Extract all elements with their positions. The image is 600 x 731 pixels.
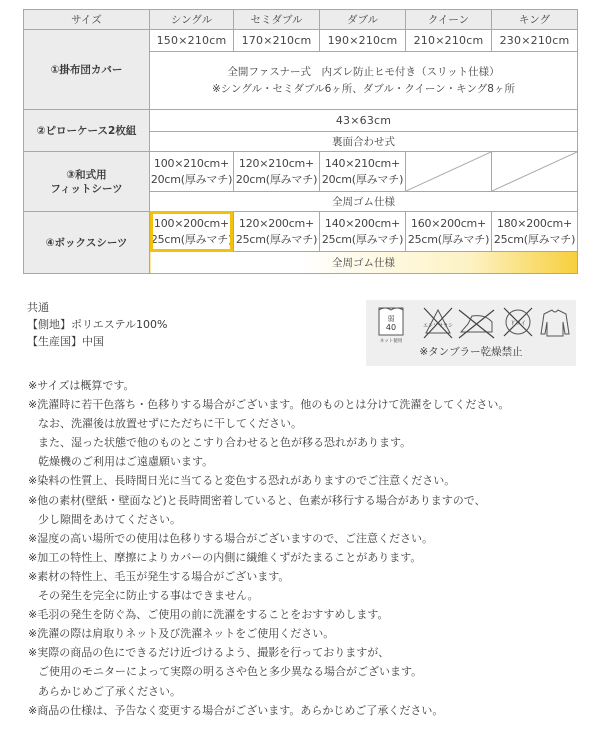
comforter-size-single: 150×210cm [150, 30, 234, 52]
box-size-king-main: 180×200cm+ [496, 216, 573, 230]
wash-40-net-icon [379, 308, 403, 344]
box-size-single-main: 100×200cm+ [153, 216, 230, 230]
box-size-queen-main: 160×200cm+ [410, 216, 487, 230]
box-size-king-gusset: 25cm(厚みマチ) [493, 232, 576, 246]
box-note: 全周ゴム仕様 [150, 252, 578, 274]
box-size-single [150, 212, 234, 252]
fitted-size-row [24, 152, 578, 192]
note-item: ※毛羽の発生を防ぐ為、ご使用の前に洗濯をすることをおすすめします。 [28, 608, 389, 622]
fitted-size-king-na [492, 152, 578, 192]
pillowcase-size-row [24, 110, 578, 132]
comforter-note-line1: 全開ファスナー式 内ズレ防止ヒモ付き（スリット仕様） [227, 65, 500, 78]
bleach-label-text: エンソサラシ [422, 323, 454, 329]
note-item: その発生を完全に防止する事はできません。 [38, 589, 259, 603]
fitted-size-single-main: 100×210cm+ [153, 156, 230, 170]
fitted-note: 全周ゴム仕様 [150, 192, 578, 212]
pillowcase-size: 43×63cm [150, 110, 578, 132]
highlight-frame [150, 211, 233, 252]
header-row [24, 10, 578, 30]
note-item: 乾燥機のご利用はご遠慮願います。 [38, 455, 214, 469]
fitted-size-single-gusset: 20cm(厚みマチ) [150, 172, 233, 186]
header-king: キング [492, 10, 578, 30]
diagonal-slash-icon [492, 152, 577, 191]
box-size-king [492, 212, 578, 252]
note-item: ※商品の仕様は、予告なく変更する場合がございます。あらかじめご了承ください。 [28, 703, 444, 717]
wash-temp-text: 40 [385, 323, 397, 332]
fitted-size-queen-na [406, 152, 492, 192]
note-item: また、湿った状態で他のものとこすり合わせると色が移る恐れがあります。 [38, 436, 412, 450]
pillowcase-label: ②ピローケース2枚組 [24, 110, 150, 152]
note-item: なお、洗濯後は放置せずにただちに干してください。 [38, 417, 302, 431]
comforter-size-row [24, 30, 578, 52]
fitted-label [24, 152, 150, 212]
tumble-dry-prohibited-text: ※タンブラー乾燥禁止 [419, 346, 523, 358]
fitted-size-single [150, 152, 234, 192]
common-title: 共通 [27, 301, 49, 314]
box-size-semi-double [234, 212, 320, 252]
note-item: 少し隙間をあけてください。 [38, 512, 181, 526]
note-item: ※湿度の高い場所での使用は色移りする場合がございますので、ご注意ください。 [28, 531, 433, 545]
box-size-semi-double-main: 120×200cm+ [238, 216, 315, 230]
header-semi-double: セミダブル [234, 10, 320, 30]
box-label: ④ボックスシーツ [24, 212, 150, 274]
comforter-size-double: 190×210cm [320, 30, 406, 52]
no-dry-clean-icon [504, 308, 532, 336]
note-item: ※素材の特性上、毛玉が発生する場合がございます。 [28, 569, 290, 583]
wash-weak-text: 弱 [387, 315, 395, 323]
care-icons [366, 300, 576, 344]
fitted-label-line2: フィットシーツ [50, 182, 123, 195]
common-info [27, 299, 167, 350]
box-size-queen [406, 212, 492, 252]
comforter-size-king: 230×210cm [492, 30, 578, 52]
header-queen: クイーン [406, 10, 492, 30]
no-bleach-icon [423, 308, 453, 338]
header-single: シングル [150, 10, 234, 30]
no-iron-icon [459, 310, 494, 338]
origin-text: 【生産国】中国 [27, 335, 104, 348]
comforter-note [150, 52, 578, 110]
care-symbols-panel [366, 300, 576, 366]
fitted-size-semi-double-gusset: 20cm(厚みマチ) [235, 172, 318, 186]
note-item: ※洗濯の際は肩取りネット及び洗濯ネットをご使用ください。 [28, 627, 335, 641]
notes-list [28, 376, 509, 720]
wash-net-text: ネット使用 [379, 339, 403, 344]
box-size-row [24, 212, 578, 252]
box-size-double-gusset: 25cm(厚みマチ) [321, 232, 404, 246]
note-item: ※実際の商品の色にできるだけ近づけるよう、撮影を行っておりますが、 [28, 646, 390, 660]
comforter-size-semi-double: 170×210cm [234, 30, 320, 52]
note-item: ※他の素材(壁紙・壁面など)と長時間密着していると、色素が移行する場合がありますので、 [28, 493, 486, 507]
note-item: ※洗濯時に若干色落ち・色移りする場合がございます。他のものとは分けて洗濯をしてください。 [28, 398, 510, 412]
fitted-size-semi-double [234, 152, 320, 192]
material-text: 【側地】ポリエステル100% [27, 318, 168, 331]
note-item: ※染料の性質上、長時間日光に当てると変色する恐れがありますのでご注意ください。 [28, 474, 456, 488]
box-size-semi-double-gusset: 25cm(厚みマチ) [235, 232, 318, 246]
spec-table [23, 9, 578, 274]
box-size-double-main: 140×200cm+ [324, 216, 401, 230]
comforter-size-queen: 210×210cm [406, 30, 492, 52]
dry-label-text: ドライ [509, 321, 527, 327]
note-item: ご使用のモニターによって実際の明るさや色と多少異なる場合がございます。 [38, 665, 423, 679]
header-size: サイズ [24, 10, 150, 30]
box-size-double [320, 212, 406, 252]
hang-dry-shirt-icon [541, 310, 569, 336]
fitted-size-semi-double-main: 120×210cm+ [238, 156, 315, 170]
header-double: ダブル [320, 10, 406, 30]
fitted-label-line1: ③和式用 [66, 168, 107, 181]
note-item: あらかじめご了承ください。 [38, 684, 181, 698]
note-item: ※加工の特性上、摩擦によりカバーの内側に繊維くずがたまることがあります。 [28, 550, 422, 564]
note-item: ※サイズは概算です。 [28, 379, 135, 392]
pillowcase-note: 裏面合わせ式 [150, 132, 578, 152]
comforter-label: ①掛布団カバー [24, 30, 150, 110]
box-size-queen-gusset: 25cm(厚みマチ) [407, 232, 490, 246]
comforter-note-line2: ※シングル・セミダブル6ヶ所、ダブル・クイーン・キング8ヶ所 [212, 82, 515, 95]
fitted-size-double [320, 152, 406, 192]
box-size-single-gusset: 25cm(厚みマチ) [150, 232, 233, 246]
fitted-size-double-gusset: 20cm(厚みマチ) [321, 172, 404, 186]
fitted-size-double-main: 140×210cm+ [324, 156, 401, 170]
diagonal-slash-icon [406, 152, 491, 191]
